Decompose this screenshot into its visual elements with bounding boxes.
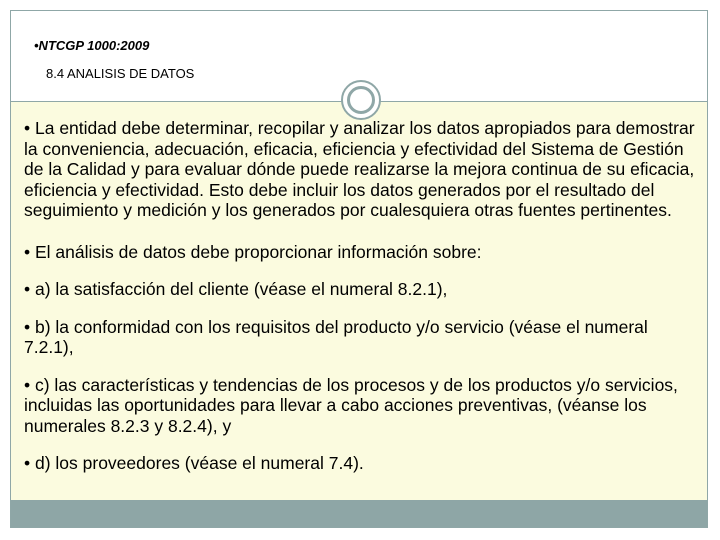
bullet-item-suppliers: • d) los proveedores (véase el numeral 7.4). — [24, 453, 364, 473]
section-title: 8.4 ANALISIS DE DATOS — [46, 66, 195, 81]
bullet-item-trends: • c) las características y tendencias de los procesos y de los productos y/o servicios, incluidas las oportunidades para llevar a cabo acciones preventivas, (véanse los numerales 8.2.3 y 8.2.4), y — [24, 374, 678, 436]
ring-icon — [341, 80, 381, 120]
bullet-item-information: • El análisis de datos debe proporcionar información sobre: — [24, 241, 482, 262]
footer-bar — [11, 500, 707, 527]
bullet-item-client-satisfaction: • a) la satisfacción del cliente (véase el numeral 8.2.1), — [24, 279, 448, 299]
standard-tag: •NTCGP 1000:2009 — [34, 38, 150, 53]
bullet-list — [24, 118, 696, 474]
bullet-item-conformity: • b) la conformidad con los requisitos del producto y/o servicio (véase el numeral 7.2.1), — [24, 316, 648, 357]
ring-inner-circle — [347, 86, 375, 114]
bullet-item-data-analysis: • La entidad debe determinar, recopilar y analizar los datos apropiados para demostrar la conveniencia, adecuación, eficacia, eficiencia y efectividad del Sistema de Gestión de la Calidad y para evaluar dónde puede realizarse la mejora continua de su eficacia, eficiencia y efectividad. Esto debe incluir los datos generados por el resultado del seguimiento y medición y los generados por cualesquiera otras fuentes pertinentes. — [24, 118, 695, 220]
